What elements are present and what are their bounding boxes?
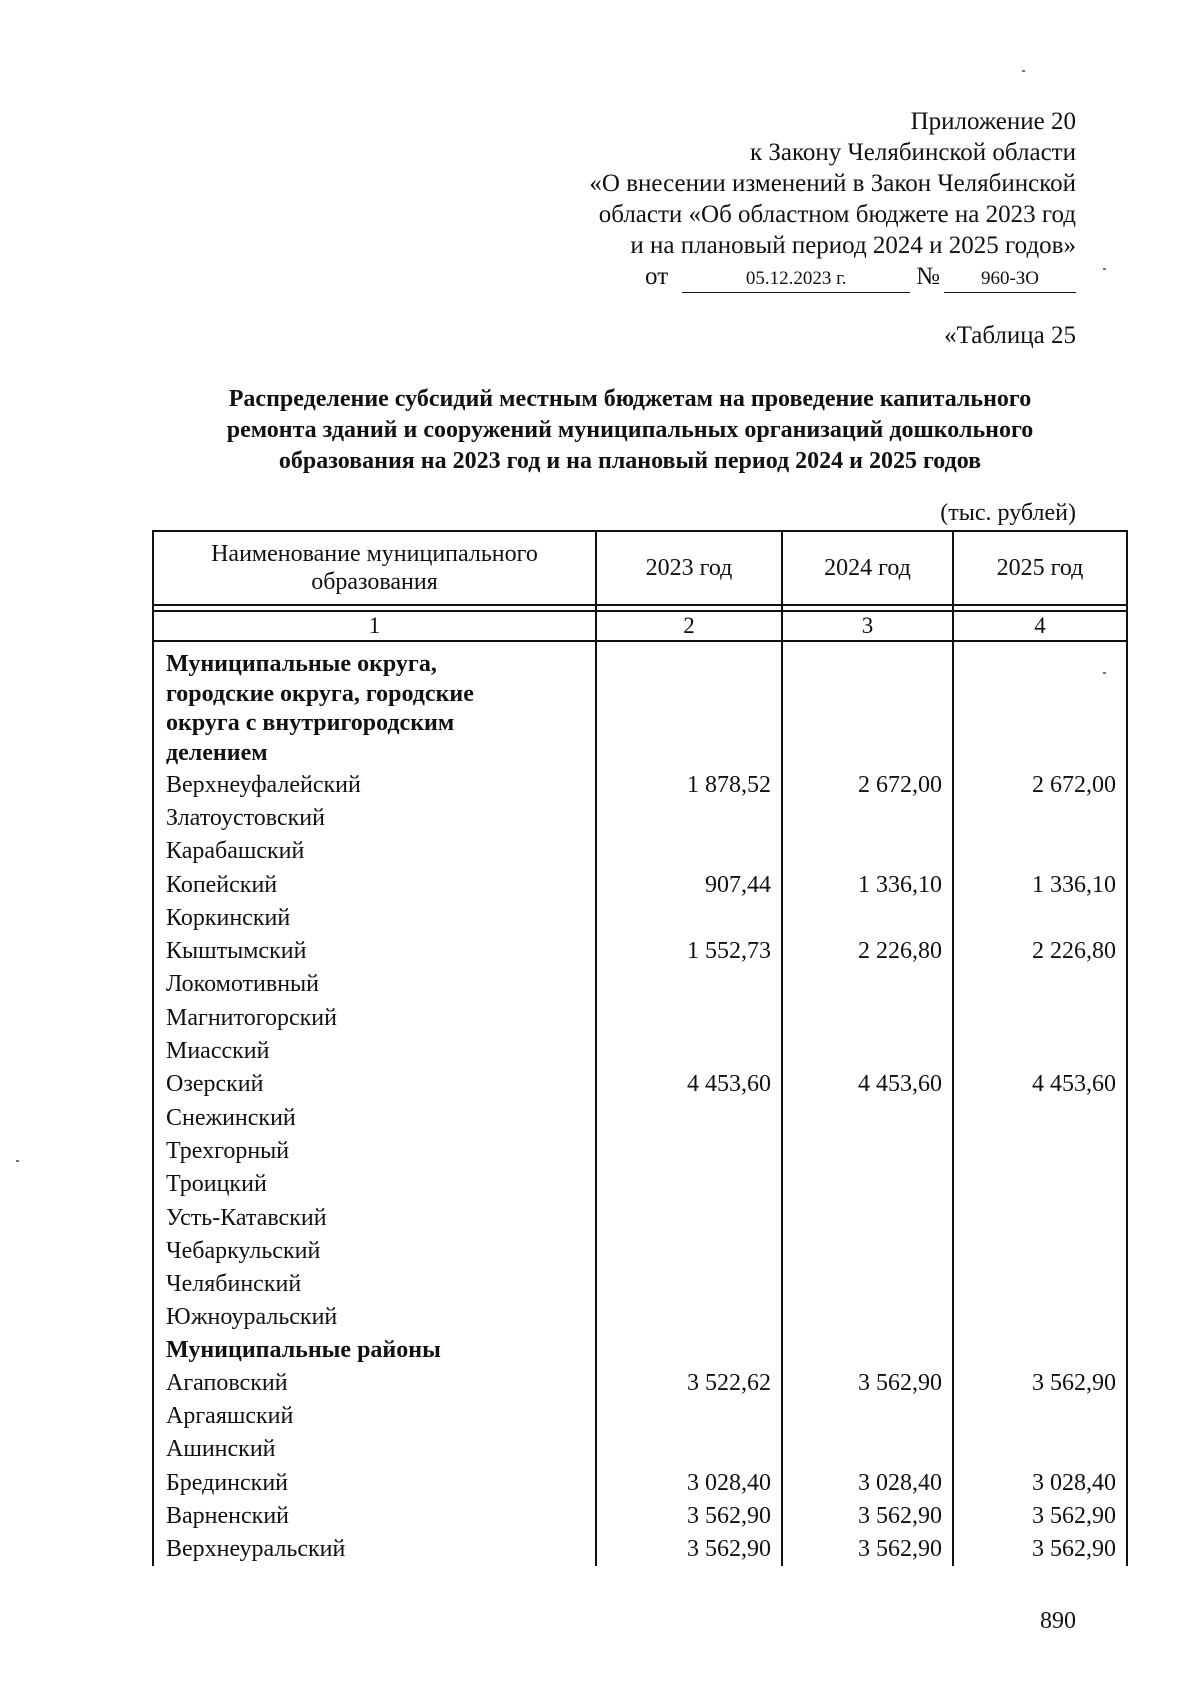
value-2024 <box>782 1399 953 1432</box>
table-row <box>153 1234 1127 1267</box>
law-date-number-line <box>516 261 1076 293</box>
table-row <box>153 801 1127 834</box>
value-2025 <box>953 1301 1127 1334</box>
value-2023 <box>596 1201 782 1234</box>
appendix-header <box>516 106 1076 293</box>
municipality-name: Магнитогорский <box>153 1001 596 1034</box>
value-2024 <box>782 1433 953 1466</box>
value-2024 <box>782 1034 953 1067</box>
value-2024: 2 226,80 <box>782 934 953 967</box>
value-2023 <box>596 801 782 834</box>
column-number: 2 <box>596 611 782 641</box>
municipality-name: Чебаркульский <box>153 1234 596 1267</box>
municipality-name: Варненский <box>153 1499 596 1532</box>
value-2023: 3 028,40 <box>596 1466 782 1499</box>
value-2023 <box>596 1034 782 1067</box>
header-2023: 2023 год <box>596 531 782 605</box>
law-number: 960-ЗО <box>944 266 1076 293</box>
document-title <box>160 384 1100 477</box>
value-2023 <box>596 1433 782 1466</box>
value-2024 <box>782 1168 953 1201</box>
table-row <box>153 934 1127 967</box>
empty-cell <box>596 641 782 768</box>
table-row <box>153 1301 1127 1334</box>
date-prefix: от <box>645 263 669 290</box>
value-2025 <box>953 1399 1127 1432</box>
units-label: (тыс. рублей) <box>940 500 1076 526</box>
table-row <box>153 901 1127 934</box>
value-2024: 1 336,10 <box>782 868 953 901</box>
value-2024: 2 672,00 <box>782 768 953 801</box>
value-2025 <box>953 901 1127 934</box>
section-title <box>153 1334 596 1366</box>
value-2025 <box>953 1168 1127 1201</box>
municipality-name: Брединский <box>153 1466 596 1499</box>
municipality-name: Златоустовский <box>153 801 596 834</box>
municipality-name: Карабашский <box>153 835 596 868</box>
value-2024: 3 562,90 <box>782 1499 953 1532</box>
empty-cell <box>782 641 953 768</box>
column-number: 1 <box>153 611 596 641</box>
table-reference: «Таблица 25 <box>944 322 1076 349</box>
value-2024 <box>782 901 953 934</box>
law-date: 05.12.2023 г. <box>682 266 910 293</box>
value-2023 <box>596 1267 782 1300</box>
municipality-name: Троицкий <box>153 1168 596 1201</box>
empty-cell <box>782 1334 953 1366</box>
value-2025 <box>953 1001 1127 1034</box>
section-title-text: Муниципальные округа, городские округа, городские округа с внутригородским делением <box>166 651 474 766</box>
value-2024 <box>782 1134 953 1167</box>
value-2023 <box>596 1134 782 1167</box>
section-header-row <box>153 641 1127 768</box>
municipality-name: Верхнеуральский <box>153 1533 596 1566</box>
appendix-line: к Закону Челябинской области <box>750 139 1076 166</box>
column-number: 4 <box>953 611 1127 641</box>
value-2024: 4 453,60 <box>782 1068 953 1101</box>
header-2025: 2025 год <box>953 531 1127 605</box>
value-2023 <box>596 1399 782 1432</box>
scan-speck <box>1103 672 1106 674</box>
value-2024: 3 562,90 <box>782 1366 953 1399</box>
municipality-name: Верхнеуфалейский <box>153 768 596 801</box>
value-2025: 2 672,00 <box>953 768 1127 801</box>
table-row <box>153 1499 1127 1532</box>
subsidy-table <box>152 530 1128 1566</box>
value-2025 <box>953 1433 1127 1466</box>
empty-cell <box>596 1334 782 1366</box>
table-row <box>153 1101 1127 1134</box>
table-row <box>153 1134 1127 1167</box>
municipality-name: Южноуральский <box>153 1301 596 1334</box>
page-number: 890 <box>1040 1608 1076 1634</box>
municipality-name: Трехгорный <box>153 1134 596 1167</box>
table-row <box>153 868 1127 901</box>
value-2024 <box>782 1301 953 1334</box>
value-2023 <box>596 835 782 868</box>
scan-speck <box>1103 268 1106 270</box>
municipality-name: Кыштымский <box>153 934 596 967</box>
scan-speck <box>1022 70 1025 72</box>
value-2023 <box>596 1001 782 1034</box>
municipality-name: Усть-Катавский <box>153 1201 596 1234</box>
table-row <box>153 1533 1127 1566</box>
value-2024 <box>782 801 953 834</box>
value-2024 <box>782 1001 953 1034</box>
municipality-name: Агаповский <box>153 1366 596 1399</box>
appendix-line: области «Об областном бюджете на 2023 год <box>598 201 1076 228</box>
appendix-line: Приложение 20 <box>910 108 1076 135</box>
municipality-name: Коркинский <box>153 901 596 934</box>
value-2025: 3 028,40 <box>953 1466 1127 1499</box>
value-2025: 3 562,90 <box>953 1499 1127 1532</box>
table-row <box>153 768 1127 801</box>
table-row <box>153 1267 1127 1300</box>
municipality-name: Ашинский <box>153 1433 596 1466</box>
title-line: ремонта зданий и сооружений муниципальных организаций дошкольного <box>226 417 1034 443</box>
table-row <box>153 1466 1127 1499</box>
value-2023: 4 453,60 <box>596 1068 782 1101</box>
header-municipality: Наименование муниципального образования <box>153 531 596 605</box>
table-row <box>153 1034 1127 1067</box>
value-2025 <box>953 835 1127 868</box>
value-2025 <box>953 1134 1127 1167</box>
value-2023 <box>596 1301 782 1334</box>
table-row <box>153 1168 1127 1201</box>
value-2024 <box>782 1267 953 1300</box>
appendix-line: «О внесении изменений в Закон Челябинской <box>589 170 1076 197</box>
municipality-name: Снежинский <box>153 1101 596 1134</box>
table-row <box>153 1399 1127 1432</box>
value-2024 <box>782 1201 953 1234</box>
municipality-name: Миасский <box>153 1034 596 1067</box>
municipality-name: Озерский <box>153 1068 596 1101</box>
municipality-name: Аргаяшский <box>153 1399 596 1432</box>
number-prefix: № <box>916 263 940 290</box>
municipality-name: Копейский <box>153 868 596 901</box>
table-row <box>153 1068 1127 1101</box>
value-2023: 1 552,73 <box>596 934 782 967</box>
value-2023: 3 522,62 <box>596 1366 782 1399</box>
value-2025 <box>953 801 1127 834</box>
municipality-name: Локомотивный <box>153 968 596 1001</box>
value-2023 <box>596 1101 782 1134</box>
value-2025: 3 562,90 <box>953 1366 1127 1399</box>
value-2024: 3 562,90 <box>782 1533 953 1566</box>
value-2025: 3 562,90 <box>953 1533 1127 1566</box>
value-2025 <box>953 968 1127 1001</box>
value-2025 <box>953 1101 1127 1134</box>
title-line: Распределение субсидий местным бюджетам на проведение капитального <box>228 386 1032 412</box>
scan-speck <box>16 1160 19 1162</box>
value-2024: 3 028,40 <box>782 1466 953 1499</box>
appendix-line: и на плановый период 2024 и 2025 годов» <box>630 232 1076 259</box>
table-header-row <box>153 531 1127 605</box>
value-2024 <box>782 1234 953 1267</box>
value-2025 <box>953 1267 1127 1300</box>
column-number-row <box>153 611 1127 641</box>
municipality-name: Челябинский <box>153 1267 596 1300</box>
value-2023 <box>596 901 782 934</box>
column-number: 3 <box>782 611 953 641</box>
value-2025 <box>953 1234 1127 1267</box>
value-2023: 907,44 <box>596 868 782 901</box>
table-row <box>153 1433 1127 1466</box>
empty-cell <box>953 641 1127 768</box>
value-2023: 3 562,90 <box>596 1499 782 1532</box>
value-2024 <box>782 835 953 868</box>
value-2023: 3 562,90 <box>596 1533 782 1566</box>
header-2024: 2024 год <box>782 531 953 605</box>
value-2025: 4 453,60 <box>953 1068 1127 1101</box>
value-2025 <box>953 1201 1127 1234</box>
value-2025: 1 336,10 <box>953 868 1127 901</box>
value-2024 <box>782 1101 953 1134</box>
section-title-text: Муниципальные районы <box>166 1337 441 1364</box>
value-2023 <box>596 968 782 1001</box>
section-title <box>153 641 596 768</box>
table-row <box>153 968 1127 1001</box>
value-2023: 1 878,52 <box>596 768 782 801</box>
value-2023 <box>596 1168 782 1201</box>
table-row <box>153 1366 1127 1399</box>
section-header-row <box>153 1334 1127 1366</box>
value-2025: 2 226,80 <box>953 934 1127 967</box>
table-row <box>153 1001 1127 1034</box>
title-line: образования на 2023 год и на плановый период 2024 и 2025 годов <box>278 448 982 474</box>
empty-cell <box>953 1334 1127 1366</box>
value-2023 <box>596 1234 782 1267</box>
table-row <box>153 835 1127 868</box>
value-2024 <box>782 968 953 1001</box>
value-2025 <box>953 1034 1127 1067</box>
table-row <box>153 1201 1127 1234</box>
